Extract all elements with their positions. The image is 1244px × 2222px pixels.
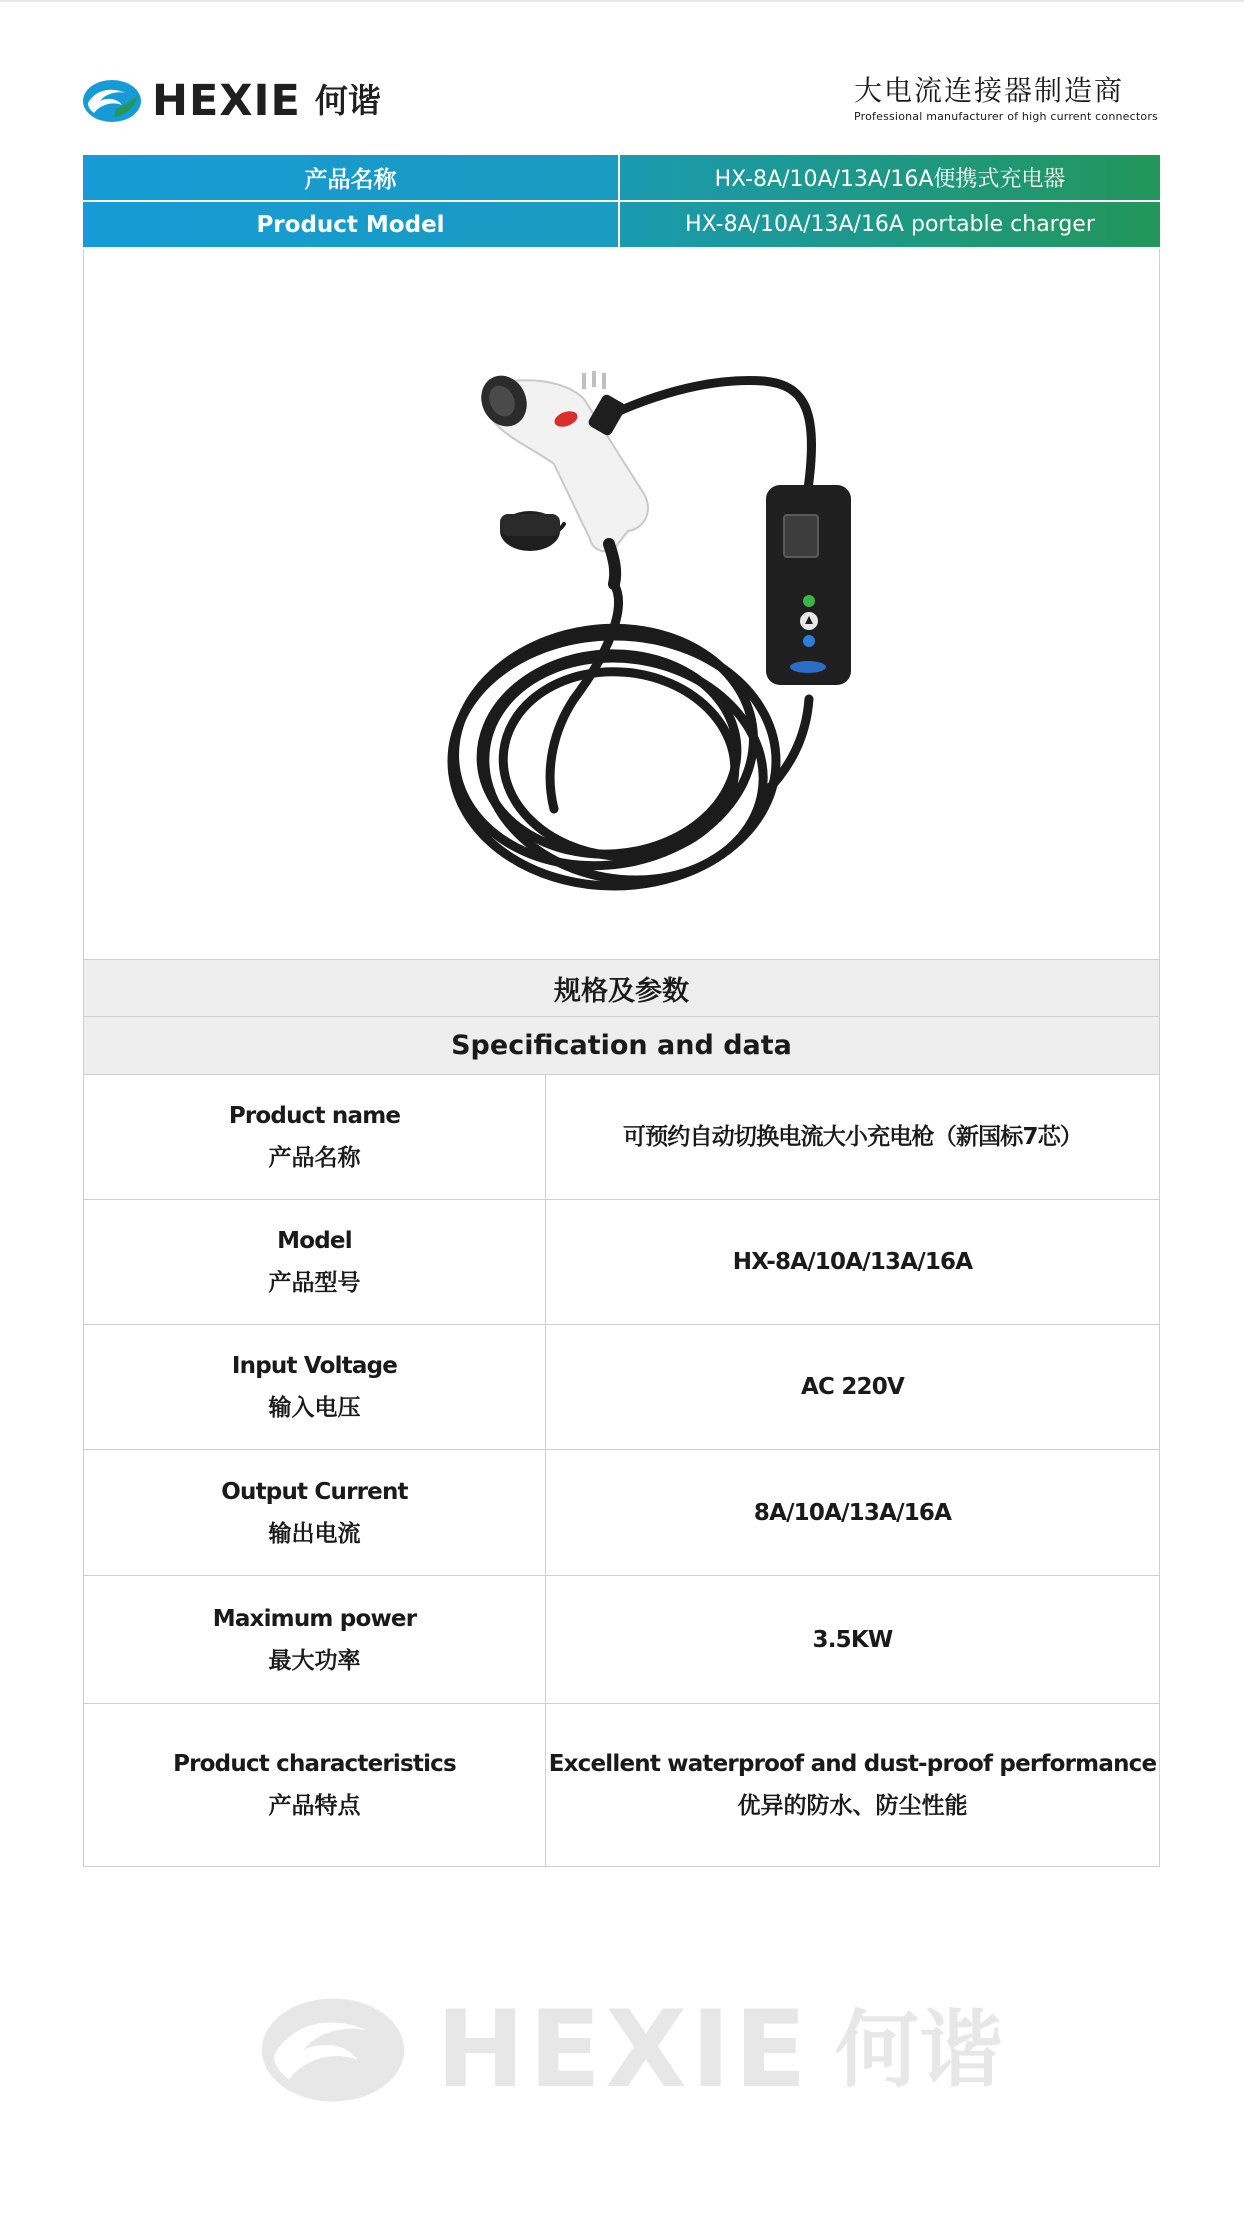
spec-value [546, 1576, 1159, 1703]
model-header [83, 155, 1160, 249]
charger-illustration [84, 249, 1161, 959]
brand-name-cn: 何谐 [314, 81, 381, 120]
watermark-logo [258, 1988, 1003, 2111]
tagline-cn: 大电流连接器制造商 [853, 74, 1124, 107]
spec-label [84, 1325, 546, 1449]
spec-label-en: Product name [228, 1103, 401, 1129]
spec-row-model [84, 1199, 1159, 1324]
spec-label-cn: 产品名称 [268, 1145, 361, 1171]
spec-label [84, 1704, 546, 1866]
tagline [854, 74, 1158, 124]
spec-value [546, 1200, 1159, 1324]
model-label-cn: 产品名称 [83, 155, 620, 202]
model-label-en: Product Model [83, 202, 620, 249]
model-value-cn: HX-8A/10A/13A/16A便携式充电器 [620, 155, 1160, 202]
protective-cap [500, 511, 560, 551]
spec-value-text-cn: 优异的防水、防尘性能 [737, 1793, 968, 1819]
spec-label [84, 1200, 546, 1324]
watermark-name-cn: 何谐 [834, 2001, 1003, 2099]
spec-label-en: Maximum power [212, 1605, 417, 1632]
watermark-name: HEXIE [436, 1988, 811, 2111]
spec-label-cn: 产品型号 [268, 1270, 361, 1296]
spec-title-en: Specification and data [83, 1017, 1160, 1075]
product-photo [83, 249, 1160, 959]
spec-label-cn: 最大功率 [268, 1647, 361, 1674]
brand-logo [82, 75, 381, 127]
brand-name: HEXIE [152, 76, 301, 126]
model-value-en: HX-8A/10A/13A/16A portable charger [620, 202, 1160, 249]
spec-row-product-name [84, 1075, 1159, 1199]
spec-table [83, 1075, 1160, 1867]
spec-row-product-characteristics [84, 1703, 1159, 1866]
spec-label [84, 1576, 546, 1703]
control-box [766, 485, 851, 685]
spec-value-text: 3.5KW [812, 1626, 893, 1653]
spec-row-input-voltage [84, 1324, 1159, 1449]
spec-label-en: Output Current [221, 1478, 408, 1505]
spec-row-output-current [84, 1449, 1159, 1575]
spec-label-en: Input Voltage [231, 1353, 398, 1379]
product-sheet [83, 155, 1160, 1867]
spec-value-text: 8A/10A/13A/16A [753, 1499, 952, 1526]
spec-value [546, 1450, 1159, 1575]
spec-row-maximum-power [84, 1575, 1159, 1703]
tagline-en: Professional manufacturer of high current connectors [853, 110, 1158, 123]
spec-label-cn: 产品特点 [268, 1793, 361, 1819]
spec-value [546, 1325, 1159, 1449]
spec-value-text: HX-8A/10A/13A/16A [732, 1249, 973, 1275]
spec-label-en: Product characteristics [173, 1751, 456, 1777]
brand-emblem-icon [82, 79, 142, 123]
spec-label-en: Model [277, 1228, 352, 1254]
spec-label [84, 1450, 546, 1575]
spec-label [84, 1075, 546, 1199]
spec-title-cn: 规格及参数 [83, 959, 1160, 1017]
spec-value [546, 1075, 1159, 1199]
spec-value-text: 可预约自动切换电流大小充电枪（新国标7芯） [622, 1124, 1083, 1150]
charging-gun [473, 368, 648, 584]
watermark-emblem-icon [258, 1996, 408, 2104]
spec-value [546, 1704, 1159, 1866]
spec-value-text: Excellent waterproof and dust-proof performance [548, 1751, 1157, 1777]
spec-label-cn: 输出电流 [268, 1520, 361, 1547]
top-divider [0, 0, 1244, 2]
spec-label-cn: 输入电压 [268, 1395, 361, 1421]
spec-value-text: AC 220V [801, 1374, 904, 1400]
